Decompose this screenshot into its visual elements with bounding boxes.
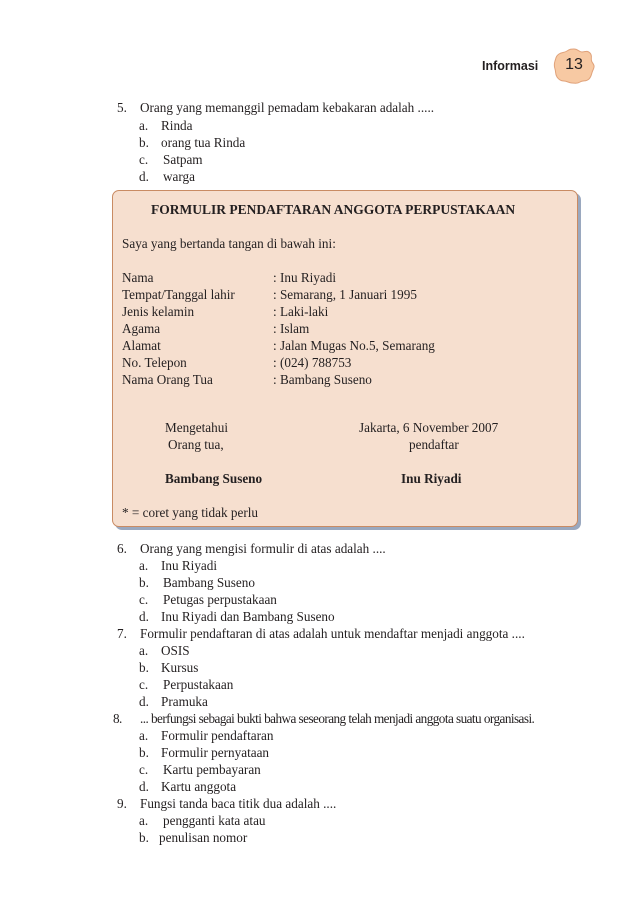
option-text: orang tua Rinda <box>161 135 246 150</box>
field-label: Agama <box>122 321 161 336</box>
option-letter: b. <box>139 830 149 845</box>
option-b <box>139 745 270 761</box>
left-sign-line1: Mengetahui <box>165 420 228 435</box>
field-label: Nama Orang Tua <box>122 372 213 387</box>
left-sign-name: Bambang Suseno <box>165 471 263 486</box>
option-text: pengganti kata atau <box>163 813 266 828</box>
page-number: 13 <box>565 56 583 73</box>
option-text: Formulir pernyataan <box>161 745 270 760</box>
right-sign-name: Inu Riyadi <box>401 471 462 486</box>
form-footnote: * = coret yang tidak perlu <box>122 505 258 520</box>
option-text: Satpam <box>163 152 203 167</box>
option-letter: a. <box>139 813 149 828</box>
question-6 <box>117 541 386 557</box>
question-text: Formulir pendaftaran di atas adalah untuk mendaftar menjadi anggota .... <box>140 626 525 641</box>
field-value: : Semarang, 1 Januari 1995 <box>273 287 417 302</box>
option-b <box>139 830 248 846</box>
field-label: Alamat <box>122 338 161 353</box>
option-letter: d. <box>139 779 149 794</box>
option-letter: c. <box>139 762 149 777</box>
question-text: Orang yang mengisi formulir di atas adalah .... <box>140 541 386 556</box>
option-a <box>139 643 190 659</box>
option-text: Inu Riyadi dan Bambang Suseno <box>161 609 335 624</box>
field-value: : Islam <box>273 321 310 336</box>
option-a <box>139 813 266 829</box>
field-label: Nama <box>122 270 154 285</box>
option-b <box>139 660 199 676</box>
option-letter: d. <box>139 609 149 624</box>
option-c <box>139 762 261 778</box>
field-value: : Laki-laki <box>273 304 329 319</box>
form-intro: Saya yang bertanda tangan di bawah ini: <box>122 236 336 251</box>
option-a <box>139 728 274 744</box>
field-label: No. Telepon <box>122 355 187 370</box>
option-letter: b. <box>139 660 149 675</box>
option-letter: d. <box>139 169 149 184</box>
option-text: Petugas perpustakaan <box>163 592 277 607</box>
option-letter: b. <box>139 135 149 150</box>
question-number: 9. <box>117 796 127 811</box>
option-text: OSIS <box>161 643 190 658</box>
option-letter: a. <box>139 558 149 573</box>
option-b <box>139 135 246 151</box>
question-number: 7. <box>117 626 127 641</box>
question-text: ... berfungsi sebagai bukti bahwa seseorang telah menjadi anggota suatu organisasi. <box>140 711 535 726</box>
left-sign-line2: Orang tua, <box>168 437 224 452</box>
question-number: 5. <box>117 100 127 115</box>
option-letter: a. <box>139 118 149 133</box>
field-label: Jenis kelamin <box>122 304 195 319</box>
option-letter: a. <box>139 643 149 658</box>
option-text: Kartu pembayaran <box>163 762 261 777</box>
question-9 <box>117 796 337 812</box>
question-5 <box>117 100 435 116</box>
field-label: Tempat/Tanggal lahir <box>122 287 235 302</box>
right-sign-line2: pendaftar <box>409 437 459 452</box>
option-text: Rinda <box>161 118 193 133</box>
option-c <box>139 592 277 608</box>
option-text: Inu Riyadi <box>161 558 218 573</box>
option-text: Kartu anggota <box>161 779 237 794</box>
field-value: : (024) 788753 <box>273 355 352 370</box>
option-a <box>139 558 218 574</box>
option-d <box>139 609 335 625</box>
option-text: warga <box>163 169 195 184</box>
option-text: penulisan nomor <box>159 830 248 845</box>
question-8 <box>113 711 535 727</box>
option-d <box>139 169 195 185</box>
question-7 <box>117 626 525 642</box>
option-letter: b. <box>139 575 149 590</box>
option-text: Formulir pendaftaran <box>161 728 274 743</box>
option-text: Bambang Suseno <box>163 575 255 590</box>
option-text: Pramuka <box>161 694 208 709</box>
chapter-label: Informasi <box>482 59 539 73</box>
option-d <box>139 779 237 795</box>
option-letter: d. <box>139 694 149 709</box>
option-text: Kursus <box>161 660 199 675</box>
question-number: 8. <box>113 711 122 726</box>
question-text: Fungsi tanda baca titik dua adalah .... <box>140 796 337 811</box>
option-letter: c. <box>139 592 149 607</box>
option-letter: b. <box>139 745 149 760</box>
field-value: : Jalan Mugas No.5, Semarang <box>273 338 435 353</box>
option-c <box>139 152 203 168</box>
option-b <box>139 575 255 591</box>
option-text: Perpustakaan <box>163 677 234 692</box>
question-text: Orang yang memanggil pemadam kebakaran adalah ..... <box>140 100 435 115</box>
page-number-badge <box>553 48 595 84</box>
question-number: 6. <box>117 541 127 556</box>
right-sign-line1: Jakarta, 6 November 2007 <box>359 420 499 435</box>
option-letter: a. <box>139 728 149 743</box>
form-title: FORMULIR PENDAFTARAN ANGGOTA PERPUSTAKAAN <box>151 202 516 217</box>
registration-form-box <box>112 190 578 527</box>
option-letter: c. <box>139 152 149 167</box>
option-letter: c. <box>139 677 149 692</box>
field-value: : Inu Riyadi <box>273 270 337 285</box>
field-value: : Bambang Suseno <box>273 372 372 387</box>
option-d <box>139 694 208 710</box>
option-a <box>139 118 193 134</box>
option-c <box>139 677 234 693</box>
